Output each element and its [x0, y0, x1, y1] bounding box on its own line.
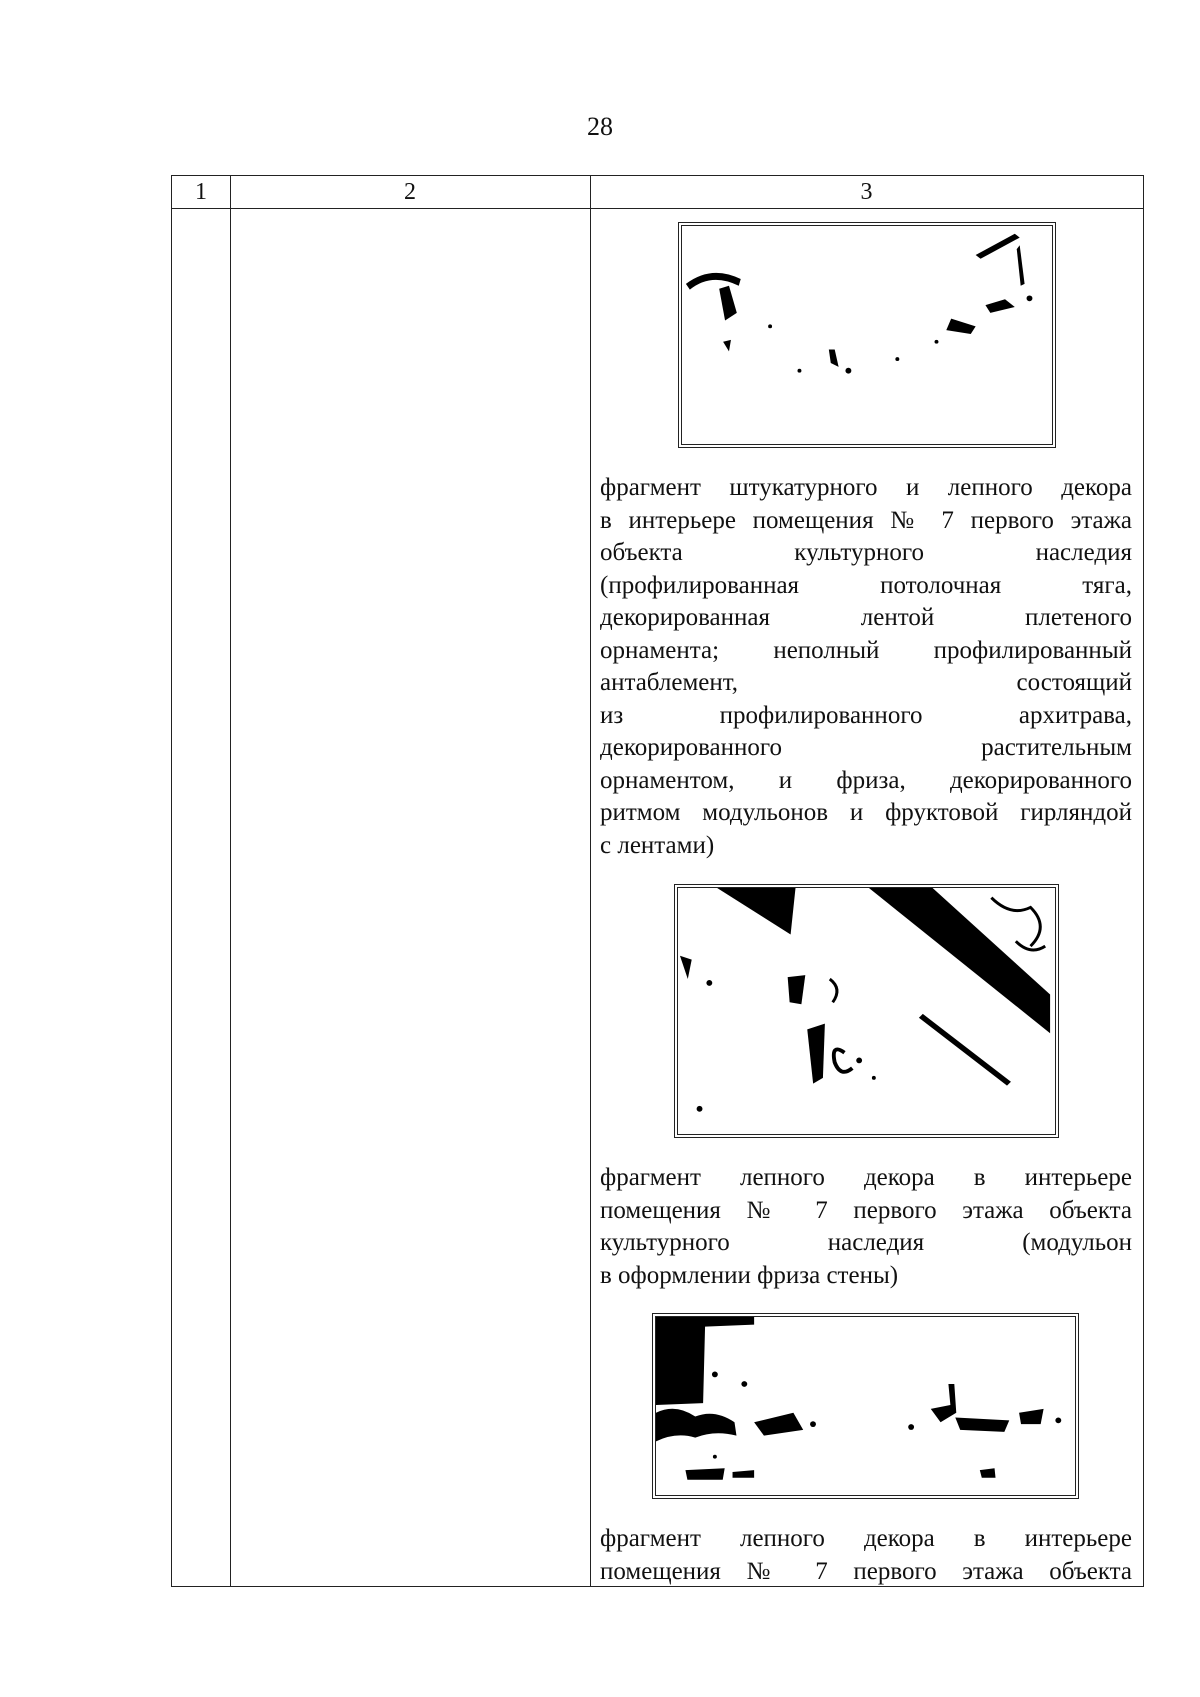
frieze-image [656, 1317, 1075, 1495]
caption-1-line-5: декорированная лентой плетеного [600, 604, 1132, 631]
photo-caption-1 [600, 472, 1132, 862]
caption-1-line-11: ритмом модульонов и фруктовой гирляндой [600, 799, 1132, 826]
stucco-ceiling-image [682, 226, 1052, 444]
column-divider-2 [590, 176, 591, 1586]
photo-caption-2 [600, 1162, 1132, 1292]
column-divider-1 [230, 176, 231, 1586]
caption-3-line-2: помещения № 7 первого этажа объекта [600, 1557, 1132, 1585]
modillion-photo [674, 884, 1059, 1138]
modillion-image [678, 888, 1055, 1134]
caption-1-line-2: в интерьере помещения № 7 первого этажа [600, 506, 1132, 534]
caption-1-line-8: из профилированного архитрава, [600, 701, 1132, 729]
caption-2-line-4: в оформлении фриза стены) [600, 1261, 899, 1289]
caption-2-line-3: культурного наследия (модульон [600, 1229, 1132, 1256]
caption-1-line-10: орнаментом, и фриза, декорированного [600, 766, 1132, 794]
caption-1-line-1: фрагмент штукатурного и лепного декора [600, 474, 1132, 501]
caption-1-line-4: (профилированная потолочная тяга, [600, 571, 1132, 599]
column-header-3: 3 [860, 179, 873, 205]
caption-2-line-1: фрагмент лепного декора в интерьере [600, 1164, 1132, 1191]
caption-3-line-1: фрагмент лепного декора в интерьере [600, 1525, 1132, 1552]
stucco-ceiling-photo [678, 222, 1056, 448]
page-number: 28 [587, 112, 613, 141]
column-header-1: 1 [195, 179, 207, 205]
caption-1-line-3: объекта культурного наследия [600, 539, 1132, 566]
caption-1-line-12: с лентами) [600, 831, 715, 859]
column-header-2: 2 [404, 179, 416, 205]
frieze-photo [652, 1313, 1079, 1499]
caption-1-line-6: орнамента; неполный профилированный [600, 636, 1132, 664]
caption-2-line-2: помещения № 7 первого этажа объекта [600, 1196, 1132, 1224]
caption-1-line-7: антаблемент, состоящий [600, 669, 1132, 696]
caption-1-line-9: декорированного растительным [600, 734, 1132, 761]
header-row-divider [172, 208, 1143, 209]
photo-caption-3 [600, 1523, 1132, 1588]
